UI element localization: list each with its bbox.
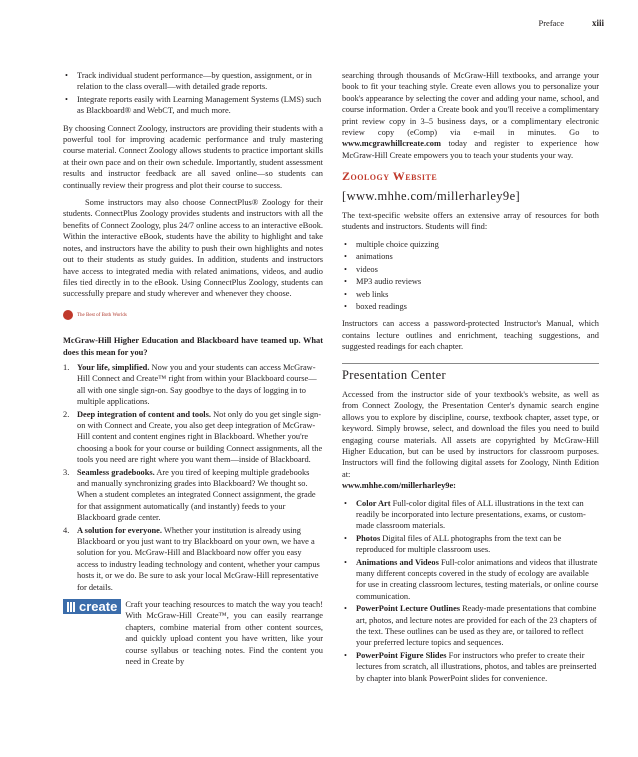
page-number: xiii — [591, 18, 604, 28]
right-column — [342, 70, 599, 690]
section-title: Zoology Website — [342, 169, 438, 184]
paragraph: By choosing Connect Zoology, instructors are providing their students with a powerful tool for improving academic performance and truly mastering course material. Connect Zoology allows students to practice important skills at their own pace and on their own schedule. Importantly, student assessment results and instructor feedback are all saved online—so students can continually review their progress and plot their course to success. — [63, 123, 323, 190]
paragraph: Some instructors may also choose ConnectPlus® Zoology for their students. ConnectPlus Zoology provides students and instructors with all the benefits of Connect Zoology, plus 24/7 online access to an interactive eBook. Within the interactive eBook, students have the ability to highlight and take notes, and instructors have the ability to push their own highlights and notes out to their students as study guides. In addition, students and instructors have access to integrated media with related animations, videos, and audio files tied directly in to the eBook. Using ConnectPlus Zoology, students can successfully prepare and study wherever and whenever they choose. — [63, 198, 323, 299]
list-item: • PowerPoint Lecture Outlines Ready-made presentations that combine art, photos, and lecture notes are provided for each of the 23 chapters of the text. These outlines can be used as they are, or tailored to reflect your preferred lecture topics and sequences. — [342, 603, 599, 649]
list-item: • Track individual student performance—by question, assignment, or in relation to the class overall—with detailed grade reports. — [63, 70, 323, 93]
running-head: Preface — [538, 18, 564, 28]
apple-icon — [63, 310, 73, 320]
digital-assets-list — [342, 498, 599, 685]
blackboard-logo — [63, 310, 323, 321]
list-item: • Photos Digital files of ALL photographs from the text can be reproduced for multiple classroom uses. — [342, 533, 599, 556]
list-item: • PowerPoint Figure Slides For instructors who prefer to create their lectures from scratch, all illustrations, photos, and tables are preinserted by chapter into blank PowerPoint slides for convenience. — [342, 650, 599, 684]
student-resources-list — [342, 239, 599, 312]
list-item: • boxed readings — [342, 301, 599, 312]
paragraph: Craft your teaching resources to match the way you teach! With McGraw-Hill Create™, you can easily rearrange chapters, combine material from other content sources, and quickly upload content you have written, like your course syllabus or teaching notes. Find the content you need in Create by — [125, 600, 323, 667]
paragraph: Accessed from the instructor side of your textbook's website, as well as from Connect Zoology, the Presentation Center's dynamic search engine allows you to explore by discipline, course, textbook chapter, asset type, or keyword. Simply browse, select, and download the files you need to build engaging course materials. All assets are copyrighted by McGraw-Hill Higher Education, but can be used by instructors for classroom purposes. Instructors will find the following digital assets for Zoology, Ninth Edition at: www.mhhe.com/millerharley9e: — [342, 389, 599, 491]
create-link: www.mcgrawhillcreate.com — [342, 139, 441, 149]
list-item: • Integrate reports easily with Learning Management Systems (LMS) such as Blackboard® and WebCT, and much more. — [63, 94, 323, 117]
list-item: • videos — [342, 264, 599, 275]
create-logo-icon — [67, 602, 76, 612]
section-title: Presentation Center — [342, 363, 599, 381]
list-item: 4. A solution for everyone. Whether your institution is already using Blackboard or you just want to try Blackboard on your own, we have a solution for you. McGraw-Hill and Blackboard now offer you easy access to industry leading technology and content, whether your campus hosts it, or we do. Be sure to ask your local McGraw-Hill representative for details. — [63, 525, 320, 592]
list-item: 3. Seamless gradebooks. Are you tired of keeping multiple gradebooks and manually synchronizing grades into Blackboard? We thought so. When a student completes an integrated Connect assignment, the grade for that assignment automatically (and instantly) feeds to your Blackboard grade center. — [63, 467, 316, 523]
website-url: [www.mhhe.com/millerharley9e] — [342, 188, 521, 203]
list-item: • multiple choice quizzing — [342, 239, 599, 250]
connect-bullets — [63, 70, 323, 117]
list-item: 1. Your life, simplified. Now you and your students can access McGraw-Hill Connect and Create™ right from within your Blackboard course—all with one single sign-on. Say goodbye to the days of logging in to multiple applications. — [63, 362, 317, 407]
create-block — [63, 599, 323, 667]
list-item: • animations — [342, 251, 599, 262]
list-item: • Animations and Videos Full-color animations and videos that illustrate many different concepts covered in the study of ecology are available for use in creating classroom lectures, testing materials, or online course communication. — [342, 557, 599, 603]
list-item: • Color Art Full-color digital files of ALL illustrations in the text can readily be incorporated into lecture presentations, exams, or custom-made classroom materials. — [342, 498, 599, 532]
page-header — [539, 18, 605, 28]
paragraph: Instructors can access a password-protected Instructor's Manual, which contains lecture outlines and enrichment, teaching suggestions, and suggested readings for each chapter. — [342, 319, 599, 352]
list-item: • MP3 audio reviews — [342, 276, 599, 287]
paragraph: The text-specific website offers an extensive array of resources for both students and instructors. Students will find: — [342, 211, 599, 232]
blackboard-heading: McGraw-Hill Higher Education and Blackboard have teamed up. What does this mean for you? — [63, 336, 323, 357]
logo-text: The Best of Both Worlds — [77, 312, 127, 318]
paragraph: searching through thousands of McGraw-Hill textbooks, and arrange your book to fit your teaching style. Create even allows you to personalize your book's appearance by selecting the cover and adding your name, school, and course information. Order a Create book and you'll receive a complimentary print review copy in 3–5 business days, or a complimentary electronic review copy (eComp) via e-mail in minutes. Go to www.mcgrawhillcreate.com today and register to experience how McGraw-Hill Create empowers you to teach your students your way. — [342, 71, 600, 160]
create-logo: create — [63, 599, 121, 614]
pc-url: www.mhhe.com/millerharley9e: — [342, 481, 456, 491]
left-column — [63, 70, 323, 668]
list-item: 2. Deep integration of content and tools. Not only do you get single sign-on with Connect and Create, you also get deep integration of McGraw-Hill content and content engines right in Blackboard. Whether you're choosing a book for your course or building Connect assignments, all the tools you need are right where you want them—inside of Blackboard. — [63, 409, 323, 465]
list-item: • web links — [342, 289, 599, 300]
blackboard-list — [63, 362, 323, 593]
